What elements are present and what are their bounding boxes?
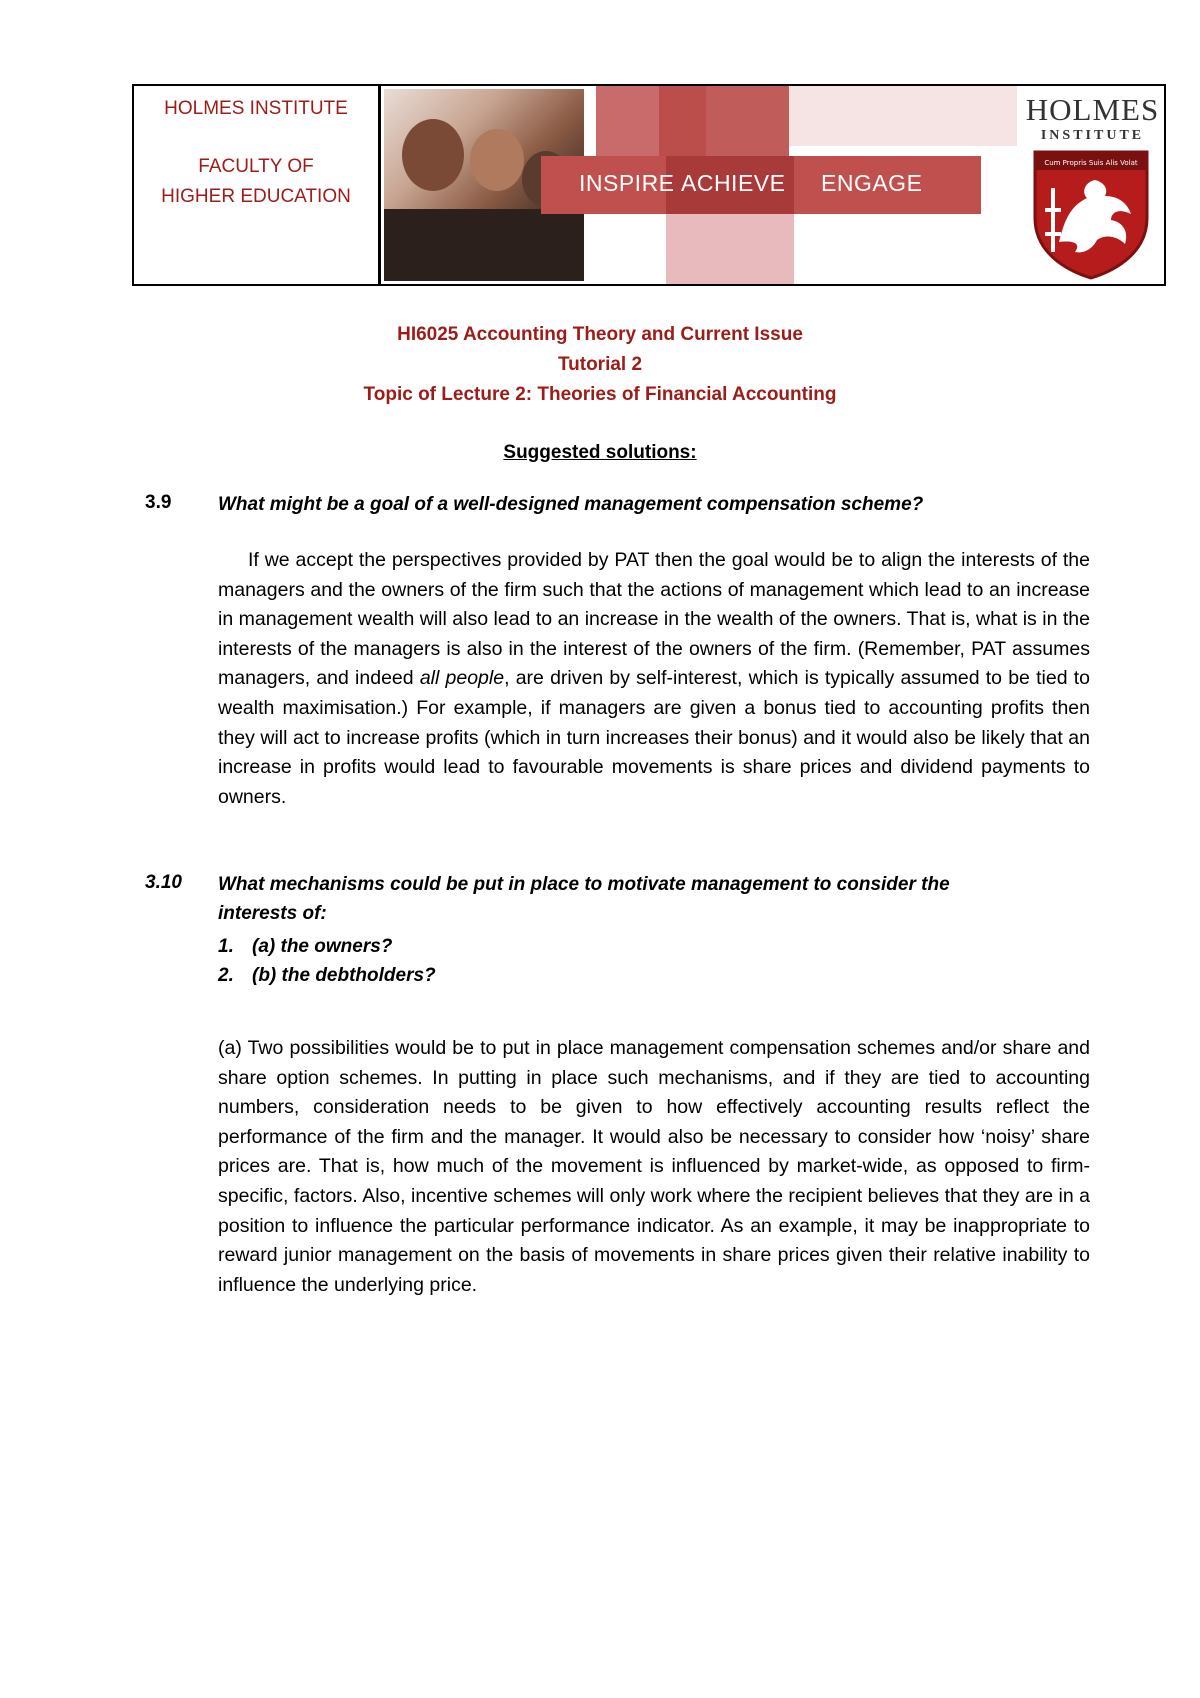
brand-sub: INSTITUTE bbox=[1040, 128, 1145, 143]
question-3-9: What might be a goal of a well-designed management compensation scheme? bbox=[218, 494, 924, 515]
banner-graphic bbox=[381, 86, 1021, 284]
tagline-achieve: ACHIEVE bbox=[681, 170, 786, 196]
tutorial-title: Tutorial 2 bbox=[557, 354, 643, 375]
brand-logo bbox=[1021, 86, 1164, 284]
course-title: HI6025 Accounting Theory and Current Issue bbox=[397, 324, 803, 345]
question-text bbox=[218, 490, 923, 519]
topic-title: Topic of Lecture 2: Theories of Financial Accounting bbox=[363, 384, 837, 405]
question-number: 3.9 bbox=[145, 492, 172, 513]
deco-block bbox=[666, 214, 794, 284]
header-banner bbox=[132, 84, 1166, 286]
tagline-inspire: INSPIRE bbox=[579, 170, 675, 196]
answer-text: , are driven by self-interest, which is typically assumed to be tied to wealth maximisation.) For example, if managers are given a bonus tied to accounting profits then they will act to increase profits (which in turn increases their bonus) and it would also be likely that an increase in profits would lead to favourable movements is share prices and dividend payments to owners. bbox=[218, 667, 1090, 808]
question-text bbox=[218, 870, 950, 928]
deco-block bbox=[659, 86, 789, 156]
suggested-solutions-heading: Suggested solutions: bbox=[503, 442, 697, 463]
answer-3-10: (a) Two possibilities would be to put in place management compensation schemes and/or share and share option schemes. In putting in place such mechanisms, and if they are tied to accounting numbers, consideration needs to be given to how effectively accounting results reflect the performance of the firm and the manager. It would also be necessary to consider how ‘noisy’ share prices are. That is, how much of the movement is influenced by market-wide, as opposed to firm-specific, factors. Also, incentive schemes will only work where the recipient believes that they are in a position to influence the particular performance indicator. As an example, it may be inappropriate to reward junior management on the basis of movements in share prices given their relative inability to influence the underlying price. bbox=[218, 1037, 1090, 1296]
tagline-engage: ENGAGE bbox=[821, 170, 923, 196]
question-3-10-line-2: interests of: bbox=[218, 903, 327, 924]
sub-question-list bbox=[218, 932, 436, 990]
institute-info bbox=[134, 86, 381, 284]
list-item: 1. (a) the owners? bbox=[218, 936, 393, 957]
institute-name: HOLMES INSTITUTE bbox=[164, 98, 348, 119]
question-number: 3.10 bbox=[145, 872, 182, 893]
brand-name: HOLMES bbox=[1025, 92, 1160, 127]
document-title bbox=[0, 320, 1200, 410]
list-item: 2. (b) the debtholders? bbox=[218, 965, 436, 986]
faculty-line-2: HIGHER EDUCATION bbox=[161, 186, 351, 207]
answer-3-9 bbox=[218, 546, 1090, 812]
deco-block bbox=[789, 86, 1017, 146]
answer-text: If we accept the perspectives provided by PAT then the goal would be to align the interests of the managers and the owners of the firm such that the actions of management which lead to an increase in management wealth will also lead to an increase in the wealth of the owners. That is, what is in the interests of the managers is also in the interest of the owners of the firm. (Remember, PAT assumes managers, and indeed bbox=[218, 549, 1090, 690]
answer-italic: all people bbox=[419, 667, 505, 690]
shield-crest-icon bbox=[1031, 148, 1151, 280]
faculty-line-1: FACULTY OF bbox=[198, 156, 314, 177]
svg-text:Cum Propris Suis Alis Volat: Cum Propris Suis Alis Volat bbox=[1044, 159, 1138, 167]
question-3-10-line-1: What mechanisms could be put in place to motivate management to consider the bbox=[218, 874, 950, 895]
